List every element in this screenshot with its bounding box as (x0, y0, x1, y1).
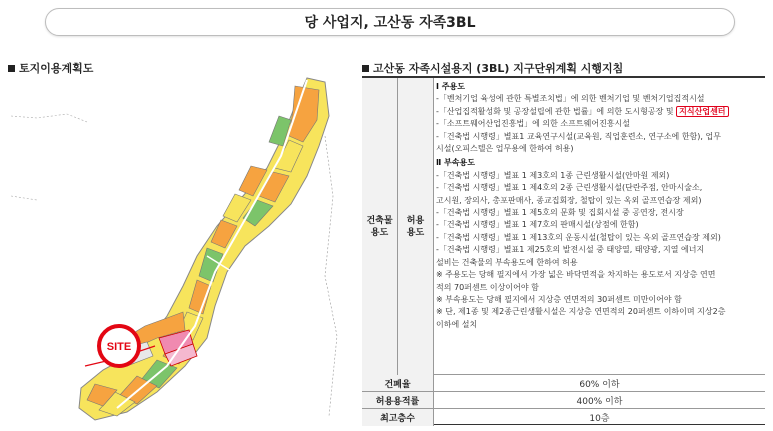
list-item: -「건축법 시행령」별표 1 제4호의 2종 근린생활시설(단란주점, 안마시술소, (436, 183, 703, 193)
land-use-map-svg (7, 76, 347, 424)
list-item: 고시원, 장의사, 총포판매사, 종교집회장, 철탑이 있는 옥외 골프연습장 제외) (436, 195, 702, 205)
guideline-heading (362, 60, 623, 76)
list-item: 시설(오피스텔은 업무용에 한하여 허용) (436, 144, 574, 154)
note-item: ※ 단, 제1종 및 제2종근린생활시설은 지상층 연면적의 20퍼센트 이하이며 지상2층 (436, 307, 726, 317)
list-item: -「건축법 시행령」별표 1 제7호의 판매시설(상점에 한함) (436, 220, 639, 230)
coverage-value: 60% 이하 (579, 379, 620, 390)
list-item-text: -「산업집적활성화 및 공장설립에 관한 법률」에 의한 도시형공장 및 (436, 106, 674, 116)
list-item: -「건축법 시행령」별표 1 제5호의 문화 및 집회시설 중 공연장, 전시장 (436, 208, 684, 218)
list-item: 설비는 건축물의 부속용도에 한하여 허용 (436, 257, 578, 267)
primary-use-heading: Ⅰ 주용도 (436, 82, 465, 91)
table-row-uses (362, 78, 765, 375)
allowed-use-cell (398, 78, 434, 375)
guideline-heading-text: 고산동 자족시설용지 (3BL) 지구단위계획 시행지침 (373, 62, 624, 75)
land-use-heading (8, 60, 93, 76)
note-item: ※ 부속용도는 당해 필지에서 지상층 연면적의 30퍼센트 미만이어야 함 (436, 294, 682, 304)
max-floors-value: 10층 (589, 414, 610, 424)
land-use-heading-text: 토지이용계획도 (19, 62, 94, 75)
far-value: 400% 이하 (576, 396, 623, 407)
note-item: 이하에 설치 (436, 319, 478, 329)
note-item: ※ 주용도는 당해 필지에서 가장 넓은 바닥면적을 차지하는 용도로서 지상층 연면 (436, 270, 716, 280)
square-bullet-icon (8, 65, 15, 72)
secondary-use-heading: Ⅱ 부속용도 (436, 158, 475, 168)
page-title (45, 8, 735, 36)
knowledge-industry-center-badge: 지식산업센터 (676, 106, 728, 117)
list-item: -「소프트웨어산업진흥법」에 의한 소프트웨어진흥시설 (436, 119, 630, 129)
list-item: -「건축법 시행령」별표1 교육연구시설(교육원, 직업훈련소, 연구소에 한함), 업무 (436, 131, 721, 141)
square-bullet-icon (362, 65, 369, 72)
max-floors-label: 최고층수 (362, 409, 434, 426)
guideline-table (362, 76, 765, 425)
table-row-height (362, 409, 765, 426)
table-row-far (362, 392, 765, 409)
land-use-map (7, 76, 347, 424)
far-label: 허용용적률 (362, 392, 434, 408)
list-item: -「건축법 시행령」별표 1 제3호의 1종 근린생활시설(안마원 제외) (436, 170, 670, 180)
allowed-use-body (436, 81, 764, 373)
page-title-text: 당 사업지, 고산동 자족3BL (304, 15, 476, 31)
list-item (436, 106, 764, 118)
building-use-label: 건축물 용도 (366, 215, 393, 238)
note-item: 적의 70퍼센트 이상이어야 함 (436, 282, 539, 292)
allowed-use-label: 허용 용도 (406, 215, 425, 238)
list-item: -「벤처기업 육성에 관한 특별조치법」에 의한 벤처기업 및 벤처기업집적시설 (436, 94, 705, 104)
building-use-cell (362, 78, 398, 375)
list-item: -「건축법 시행령」별표1 제25호의 발전시설 중 태양열, 태양광, 지열 에너지 (436, 245, 705, 255)
list-item: -「건축법 시행령」별표 1 제13호의 운동시설(철탑이 있는 옥외 골프연습장 제외) (436, 232, 721, 242)
table-row-coverage (362, 375, 765, 392)
site-label: SITE (106, 341, 132, 353)
coverage-label: 건폐율 (362, 375, 434, 391)
